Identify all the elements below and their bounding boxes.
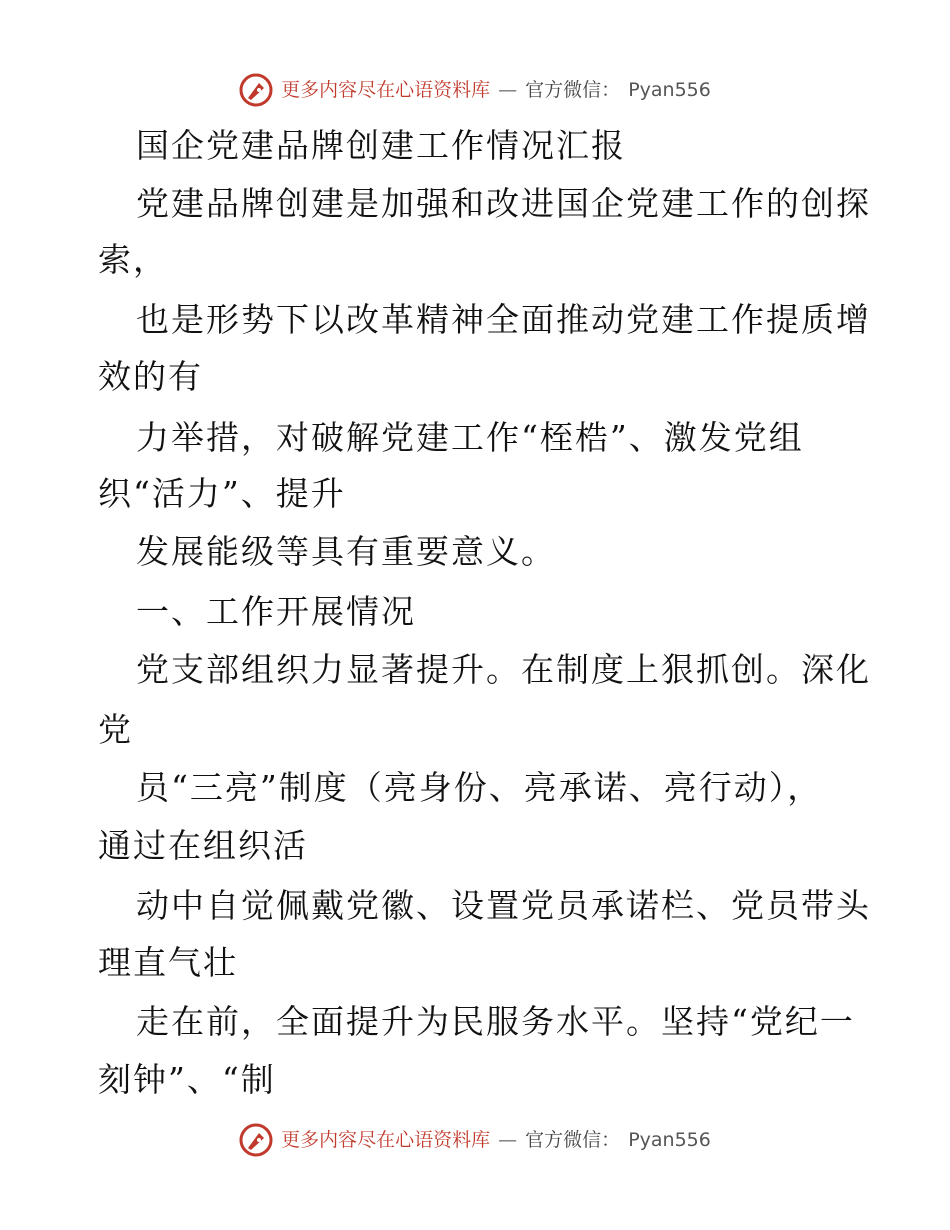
watermark-brand: 更多内容尽在心语资料库 xyxy=(281,1129,491,1151)
paragraph-line: 党建品牌创建是加强和改进国企党建工作的创探 xyxy=(136,184,871,223)
watermark-label: 官方微信： xyxy=(525,79,621,101)
document-title: 国企党建品牌创建工作情况汇报 xyxy=(136,126,626,165)
paragraph-line: 发展能级等具有重要意义。 xyxy=(136,532,556,571)
section-heading: 一、工作开展情况 xyxy=(136,592,416,631)
paragraph-line: 索， xyxy=(98,240,168,279)
paragraph-line: 效的有 xyxy=(98,357,203,396)
pen-nib-logo-icon xyxy=(239,1123,273,1157)
watermark-footer xyxy=(0,1122,950,1158)
watermark-label: 官方微信： xyxy=(525,1129,621,1151)
paragraph-line: 织“活力”、提升 xyxy=(98,474,346,513)
paragraph-line: 动中自觉佩戴党徽、设置党员承诺栏、党员带头 xyxy=(136,886,871,925)
paragraph-line: 理直气壮 xyxy=(98,943,238,982)
paragraph-line: 通过在组织活 xyxy=(98,826,308,865)
watermark-brand: 更多内容尽在心语资料库 xyxy=(281,79,491,101)
paragraph-line: 也是形势下以改革精神全面推动党建工作提质增 xyxy=(136,300,871,339)
paragraph-line: 力举措，对破解党建工作“桎梏”、激发党组 xyxy=(136,418,804,457)
paragraph-line: 刻钟”、“制 xyxy=(98,1060,276,1099)
paragraph-line: 党支部组织力显著提升。在制度上狠抓创。深化 xyxy=(136,650,871,689)
watermark-account: Pyan556 xyxy=(628,1129,711,1151)
watermark-account: Pyan556 xyxy=(628,79,711,101)
watermark-dash: — xyxy=(498,79,518,101)
paragraph-line: 走在前，全面提升为民服务水平。坚持“党纪一 xyxy=(136,1002,855,1041)
paragraph-line: 员“三亮”制度（亮身份、亮承诺、亮行动）， xyxy=(136,768,823,807)
watermark-dash: — xyxy=(498,1129,518,1151)
watermark-header xyxy=(0,72,950,108)
paragraph-line: 党 xyxy=(98,710,133,749)
pen-nib-logo-icon xyxy=(239,73,273,107)
